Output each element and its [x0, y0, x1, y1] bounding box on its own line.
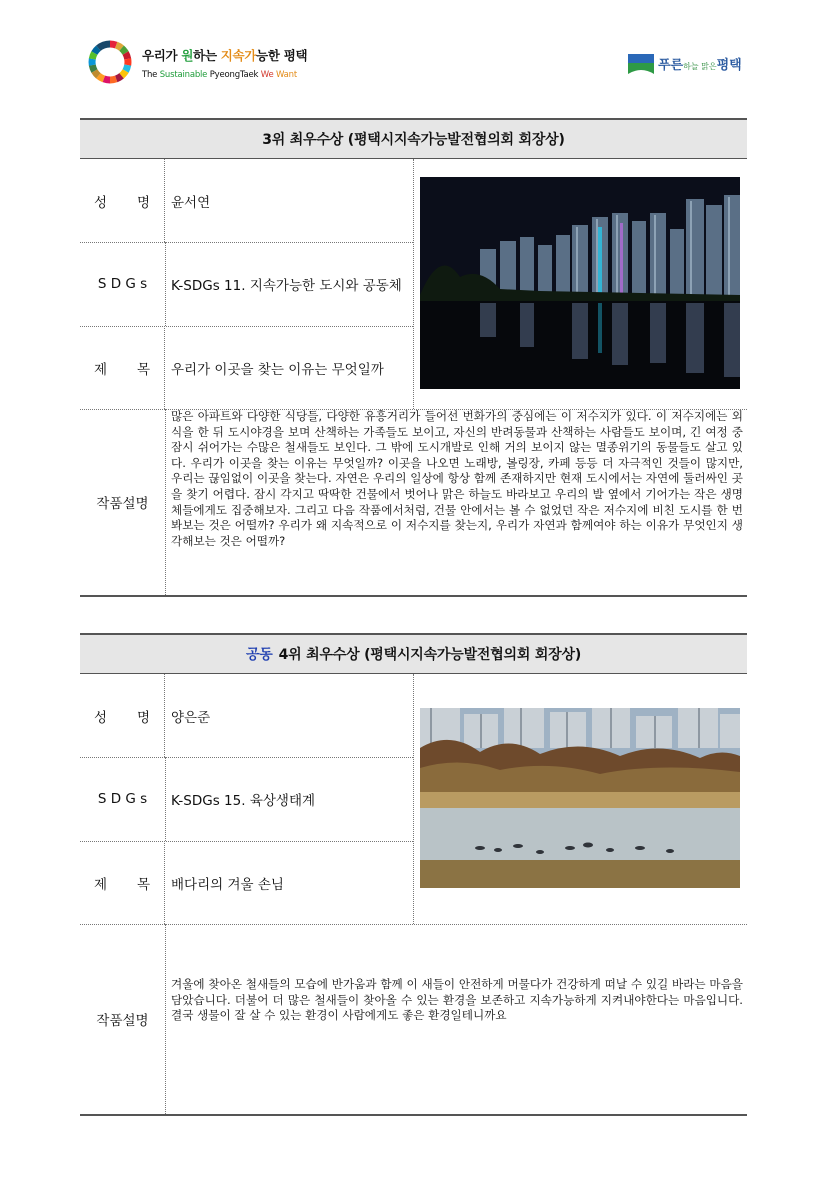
- sdgs-label: S D G s: [80, 242, 166, 326]
- description-label: 작품설명: [80, 409, 166, 595]
- city-logo-mark: [628, 52, 656, 78]
- slogan-en-part: Sustainable: [159, 70, 210, 80]
- description-row: [80, 924, 747, 1114]
- slogan-ko-part: 우리가: [142, 48, 182, 63]
- slogan-ko-part: 지속가: [220, 48, 257, 63]
- slogan-en-part: The: [142, 70, 160, 80]
- name-label: [80, 674, 165, 757]
- description-label: 작품설명: [80, 924, 166, 1114]
- subject-value: 배다리의 겨울 손님: [171, 876, 284, 893]
- sdgs-wheel-logo: [88, 40, 132, 84]
- slogan-korean: [142, 46, 307, 64]
- award-title-text: 3위 최우수상 (평택시지속가능발전협의회 회장상): [262, 132, 565, 148]
- award-grid: [80, 674, 747, 1116]
- city-logo-small: 하늘 맑은: [683, 62, 717, 71]
- description-text: 많은 아파트와 다양한 식당들, 다양한 유흥거리가 들어선 번화가의 중심에는 이 저수지가 있다. 이 저수지에는 외식을 한 뒤 도시야경을 보며 산책하는 가족들도 보이고, 자신의 반려동물과 산책하는 사람들도 보이며, 긴 여정 중 잠시 쉬어가는 수많은 철새들도 보인다. 그 밖에 도시개발로 인해 거의 보이지 않는 멸종위기의 동물들도 살고 있다. 우리가 이곳을 찾는 이유는 무엇일까? 이곳을 나오면 노래방, 볼링장, 카페 등등 더 자극적인 것들이 많지만, 우리는 끊임없이 이곳을 찾는다. 자연은 우리의 일상에 항상 함께 존재하지만 현재 도시에서는 자연에 둘러싸인 곳을 찾기 어렵다. 잠시 각지고 딱딱한 건물에서 벗어나 맑은 하늘도 바라보고 우리의 발 옆에서 기어가는 작은 생명체들에게도 집중해보자. 그리고 다음 작품에서처럼, 건물 안에서는 볼 수 없었던 작은 저수지에 비친 도시를 한 번 봐보는 것은 어떨까? 우리가 왜 지속적으로 이 저수지를 찾는지, 우리가 자연과 함께여야 하는 이유가 무엇인지 생각해보는 것은 어떨까?: [171, 409, 743, 548]
- label-char: 제: [94, 361, 108, 378]
- name-value: 윤서연: [171, 194, 211, 211]
- subject-label: [80, 841, 165, 924]
- sdgs-value: K-SDGs 15. 육상생태계: [171, 793, 316, 809]
- city-logo: [628, 50, 748, 78]
- label-char: 목: [136, 876, 150, 893]
- description-row: [80, 409, 747, 595]
- subject-value: 우리가 이곳을 찾는 이유는 무엇일까: [171, 361, 384, 378]
- name-value: 양은준: [171, 709, 211, 726]
- label-char: 성: [94, 194, 108, 211]
- night-reservoir-photo: [420, 177, 740, 389]
- subject-label: [80, 326, 165, 409]
- slogan-ko-part: 하는: [193, 48, 221, 63]
- award-table-3rd: [80, 118, 747, 597]
- winter-birds-photo: [420, 708, 740, 888]
- sdgs-label: S D G s: [80, 757, 166, 841]
- slogan-ko-part: 능한 평택: [256, 48, 308, 63]
- label-char: 제: [94, 876, 108, 893]
- slogan: [142, 46, 307, 80]
- label-char: 성: [94, 709, 108, 726]
- award-title: [80, 118, 747, 159]
- description-text: 겨울에 찾아온 철새들의 모습에 반가움과 함께 이 새들이 안전하게 머물다가 건강하게 떠날 수 있길 바라는 마음을 담았습니다. 더불어 더 많은 철새들이 찾아올 수 있는 환경을 보존하고 지속가능하게 지켜내야한다는 마음입니다. 결국 생물이 잘 살 수 있는 환경이 사람에게도 좋은 환경일테니까요: [171, 977, 743, 1023]
- city-logo-word: 평택: [716, 58, 742, 73]
- name-label: [80, 159, 165, 242]
- award-grid: [80, 159, 747, 597]
- city-logo-text: [658, 54, 742, 73]
- city-logo-word: 푸른: [658, 58, 684, 73]
- slogan-english: [142, 70, 307, 80]
- slogan-en-part: We: [260, 70, 276, 80]
- sdgs-value: K-SDGs 11. 지속가능한 도시와 공동체: [171, 278, 402, 294]
- award-title: [80, 633, 747, 674]
- label-char: 명: [136, 709, 150, 726]
- award-title-text: 4위 최우수상 (평택시지속가능발전협의회 회장상): [278, 647, 582, 663]
- label-char: 명: [136, 194, 150, 211]
- award-table-4th: [80, 633, 747, 1116]
- label-char: 목: [136, 361, 150, 378]
- slogan-en-part: PyeongTaek: [209, 70, 261, 80]
- award-title-prefix: 공동: [245, 647, 273, 663]
- slogan-ko-part: 원: [181, 48, 194, 63]
- slogan-en-part: Want: [276, 70, 297, 80]
